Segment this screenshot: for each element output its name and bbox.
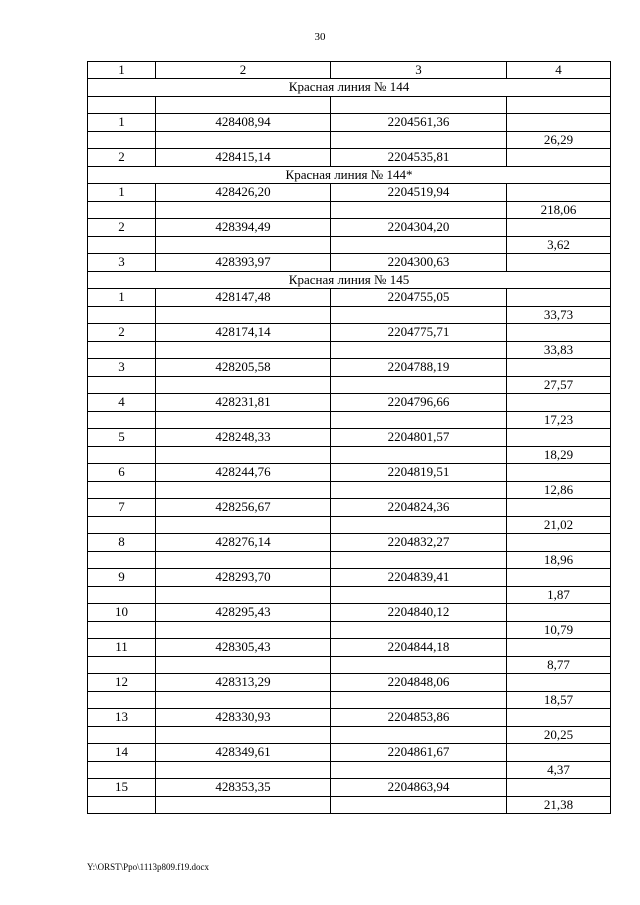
table-header-row — [88, 62, 611, 79]
y-coordinate-cell — [331, 481, 507, 499]
table-row — [88, 639, 611, 657]
table-row — [88, 341, 611, 359]
point-number-cell: 8 — [88, 534, 156, 552]
point-number-cell: 3 — [88, 254, 156, 272]
table-row — [88, 691, 611, 709]
distance-cell: 17,23 — [507, 411, 611, 429]
x-coordinate-cell: 428147,48 — [156, 289, 331, 307]
point-number-cell — [88, 621, 156, 639]
x-coordinate-cell: 428394,49 — [156, 219, 331, 237]
table-row — [88, 411, 611, 429]
y-coordinate-cell: 2204839,41 — [331, 569, 507, 587]
table-row — [88, 621, 611, 639]
y-coordinate-cell: 2204848,06 — [331, 674, 507, 692]
point-number-cell — [88, 761, 156, 779]
distance-cell: 8,77 — [507, 656, 611, 674]
x-coordinate-cell — [156, 341, 331, 359]
y-coordinate-cell: 2204824,36 — [331, 499, 507, 517]
x-coordinate-cell: 428293,70 — [156, 569, 331, 587]
column-header: 4 — [507, 62, 611, 79]
distance-cell: 33,73 — [507, 306, 611, 324]
x-coordinate-cell — [156, 201, 331, 219]
distance-cell — [507, 534, 611, 552]
x-coordinate-cell: 428313,29 — [156, 674, 331, 692]
x-coordinate-cell: 428231,81 — [156, 394, 331, 412]
distance-cell — [507, 639, 611, 657]
table-row — [88, 184, 611, 202]
x-coordinate-cell: 428353,35 — [156, 779, 331, 797]
distance-cell: 4,37 — [507, 761, 611, 779]
x-coordinate-cell: 428244,76 — [156, 464, 331, 482]
table-row — [88, 779, 611, 797]
point-number-cell: 2 — [88, 219, 156, 237]
table-row — [88, 96, 611, 114]
distance-cell: 18,96 — [507, 551, 611, 569]
x-coordinate-cell — [156, 761, 331, 779]
table-row — [88, 394, 611, 412]
x-coordinate-cell — [156, 726, 331, 744]
distance-cell — [507, 289, 611, 307]
table-row — [88, 761, 611, 779]
table-row — [88, 674, 611, 692]
y-coordinate-cell — [331, 621, 507, 639]
distance-cell — [507, 779, 611, 797]
table-row — [88, 796, 611, 814]
x-coordinate-cell — [156, 96, 331, 114]
y-coordinate-cell: 2204300,63 — [331, 254, 507, 272]
y-coordinate-cell: 2204519,94 — [331, 184, 507, 202]
x-coordinate-cell: 428349,61 — [156, 744, 331, 762]
distance-cell: 26,29 — [507, 131, 611, 149]
y-coordinate-cell: 2204755,05 — [331, 289, 507, 307]
point-number-cell — [88, 586, 156, 604]
table-row — [88, 464, 611, 482]
point-number-cell — [88, 236, 156, 254]
y-coordinate-cell — [331, 306, 507, 324]
x-coordinate-cell: 428408,94 — [156, 114, 331, 132]
page-number: 30 — [314, 31, 326, 43]
table-row — [88, 114, 611, 132]
table-row — [88, 551, 611, 569]
point-number-cell — [88, 481, 156, 499]
table-row — [88, 324, 611, 342]
y-coordinate-cell: 2204819,51 — [331, 464, 507, 482]
x-coordinate-cell: 428205,58 — [156, 359, 331, 377]
section-title-row — [88, 166, 611, 184]
distance-cell: 3,62 — [507, 236, 611, 254]
table-row — [88, 709, 611, 727]
y-coordinate-cell — [331, 761, 507, 779]
table-row — [88, 481, 611, 499]
distance-cell — [507, 464, 611, 482]
table-row — [88, 306, 611, 324]
distance-cell: 10,79 — [507, 621, 611, 639]
x-coordinate-cell — [156, 586, 331, 604]
table-row — [88, 569, 611, 587]
y-coordinate-cell: 2204775,71 — [331, 324, 507, 342]
distance-cell — [507, 184, 611, 202]
point-number-cell — [88, 446, 156, 464]
column-header: 3 — [331, 62, 507, 79]
y-coordinate-cell: 2204861,67 — [331, 744, 507, 762]
y-coordinate-cell — [331, 516, 507, 534]
x-coordinate-cell — [156, 236, 331, 254]
point-number-cell — [88, 201, 156, 219]
x-coordinate-cell: 428174,14 — [156, 324, 331, 342]
y-coordinate-cell — [331, 796, 507, 814]
point-number-cell — [88, 691, 156, 709]
x-coordinate-cell: 428295,43 — [156, 604, 331, 622]
distance-cell — [507, 744, 611, 762]
table-row — [88, 516, 611, 534]
distance-cell — [507, 429, 611, 447]
x-coordinate-cell — [156, 621, 331, 639]
column-header: 1 — [88, 62, 156, 79]
point-number-cell: 2 — [88, 324, 156, 342]
distance-cell — [507, 359, 611, 377]
point-number-cell: 15 — [88, 779, 156, 797]
table-row — [88, 236, 611, 254]
point-number-cell — [88, 131, 156, 149]
table-row — [88, 376, 611, 394]
section-title-row — [88, 79, 611, 97]
y-coordinate-cell: 2204863,94 — [331, 779, 507, 797]
point-number-cell: 13 — [88, 709, 156, 727]
distance-cell — [507, 604, 611, 622]
x-coordinate-cell — [156, 376, 331, 394]
distance-cell — [507, 324, 611, 342]
table-row — [88, 131, 611, 149]
y-coordinate-cell: 2204853,86 — [331, 709, 507, 727]
y-coordinate-cell: 2204796,66 — [331, 394, 507, 412]
distance-cell — [507, 674, 611, 692]
section-title-row — [88, 271, 611, 289]
distance-cell: 218,06 — [507, 201, 611, 219]
point-number-cell: 7 — [88, 499, 156, 517]
point-number-cell — [88, 306, 156, 324]
distance-cell: 18,57 — [507, 691, 611, 709]
distance-cell — [507, 96, 611, 114]
table-row — [88, 446, 611, 464]
y-coordinate-cell — [331, 236, 507, 254]
point-number-cell: 1 — [88, 289, 156, 307]
table-row — [88, 534, 611, 552]
table-row — [88, 744, 611, 762]
point-number-cell: 6 — [88, 464, 156, 482]
y-coordinate-cell — [331, 341, 507, 359]
table-row — [88, 149, 611, 167]
distance-cell: 18,29 — [507, 446, 611, 464]
y-coordinate-cell — [331, 586, 507, 604]
table-row — [88, 429, 611, 447]
point-number-cell — [88, 551, 156, 569]
column-header: 2 — [156, 62, 331, 79]
y-coordinate-cell — [331, 446, 507, 464]
table-row — [88, 499, 611, 517]
point-number-cell: 12 — [88, 674, 156, 692]
point-number-cell — [88, 96, 156, 114]
x-coordinate-cell — [156, 656, 331, 674]
x-coordinate-cell: 428426,20 — [156, 184, 331, 202]
x-coordinate-cell: 428256,67 — [156, 499, 331, 517]
point-number-cell: 3 — [88, 359, 156, 377]
table-row — [88, 604, 611, 622]
x-coordinate-cell — [156, 691, 331, 709]
y-coordinate-cell — [331, 656, 507, 674]
section-title: Красная линия № 144* — [88, 166, 611, 184]
x-coordinate-cell — [156, 516, 331, 534]
x-coordinate-cell: 428393,97 — [156, 254, 331, 272]
point-number-cell — [88, 376, 156, 394]
x-coordinate-cell — [156, 446, 331, 464]
point-number-cell — [88, 796, 156, 814]
x-coordinate-cell: 428330,93 — [156, 709, 331, 727]
distance-cell — [507, 254, 611, 272]
y-coordinate-cell — [331, 131, 507, 149]
y-coordinate-cell — [331, 376, 507, 394]
x-coordinate-cell: 428248,33 — [156, 429, 331, 447]
point-number-cell: 5 — [88, 429, 156, 447]
x-coordinate-cell — [156, 411, 331, 429]
y-coordinate-cell — [331, 96, 507, 114]
y-coordinate-cell — [331, 551, 507, 569]
table-row — [88, 726, 611, 744]
point-number-cell: 1 — [88, 114, 156, 132]
x-coordinate-cell — [156, 306, 331, 324]
table-row — [88, 656, 611, 674]
x-coordinate-cell — [156, 481, 331, 499]
table-row — [88, 289, 611, 307]
y-coordinate-cell: 2204844,18 — [331, 639, 507, 657]
x-coordinate-cell — [156, 796, 331, 814]
distance-cell: 21,02 — [507, 516, 611, 534]
y-coordinate-cell — [331, 691, 507, 709]
point-number-cell — [88, 341, 156, 359]
point-number-cell — [88, 411, 156, 429]
y-coordinate-cell: 2204788,19 — [331, 359, 507, 377]
distance-cell — [507, 149, 611, 167]
y-coordinate-cell — [331, 201, 507, 219]
distance-cell: 20,25 — [507, 726, 611, 744]
table-row — [88, 586, 611, 604]
point-number-cell: 11 — [88, 639, 156, 657]
point-number-cell: 1 — [88, 184, 156, 202]
table-row — [88, 219, 611, 237]
point-number-cell: 9 — [88, 569, 156, 587]
distance-cell: 21,38 — [507, 796, 611, 814]
point-number-cell — [88, 726, 156, 744]
y-coordinate-cell: 2204801,57 — [331, 429, 507, 447]
distance-cell — [507, 394, 611, 412]
distance-cell: 27,57 — [507, 376, 611, 394]
point-number-cell — [88, 656, 156, 674]
x-coordinate-cell: 428415,14 — [156, 149, 331, 167]
section-title: Красная линия № 145 — [88, 271, 611, 289]
table-row — [88, 359, 611, 377]
section-title: Красная линия № 144 — [88, 79, 611, 97]
x-coordinate-cell — [156, 551, 331, 569]
y-coordinate-cell: 2204561,36 — [331, 114, 507, 132]
y-coordinate-cell: 2204832,27 — [331, 534, 507, 552]
distance-cell — [507, 569, 611, 587]
point-number-cell — [88, 516, 156, 534]
coordinates-table — [87, 61, 611, 814]
distance-cell — [507, 219, 611, 237]
point-number-cell: 10 — [88, 604, 156, 622]
y-coordinate-cell: 2204840,12 — [331, 604, 507, 622]
footer-file-path: Y:\ORST\Ppo\1113p809.f19.docx — [87, 862, 210, 872]
y-coordinate-cell — [331, 411, 507, 429]
distance-cell — [507, 114, 611, 132]
x-coordinate-cell — [156, 131, 331, 149]
y-coordinate-cell: 2204304,20 — [331, 219, 507, 237]
distance-cell — [507, 709, 611, 727]
distance-cell: 12,86 — [507, 481, 611, 499]
point-number-cell: 2 — [88, 149, 156, 167]
point-number-cell: 14 — [88, 744, 156, 762]
distance-cell — [507, 499, 611, 517]
x-coordinate-cell: 428276,14 — [156, 534, 331, 552]
table-row — [88, 254, 611, 272]
distance-cell: 33,83 — [507, 341, 611, 359]
y-coordinate-cell — [331, 726, 507, 744]
y-coordinate-cell: 2204535,81 — [331, 149, 507, 167]
table-row — [88, 201, 611, 219]
point-number-cell: 4 — [88, 394, 156, 412]
distance-cell: 1,87 — [507, 586, 611, 604]
x-coordinate-cell: 428305,43 — [156, 639, 331, 657]
